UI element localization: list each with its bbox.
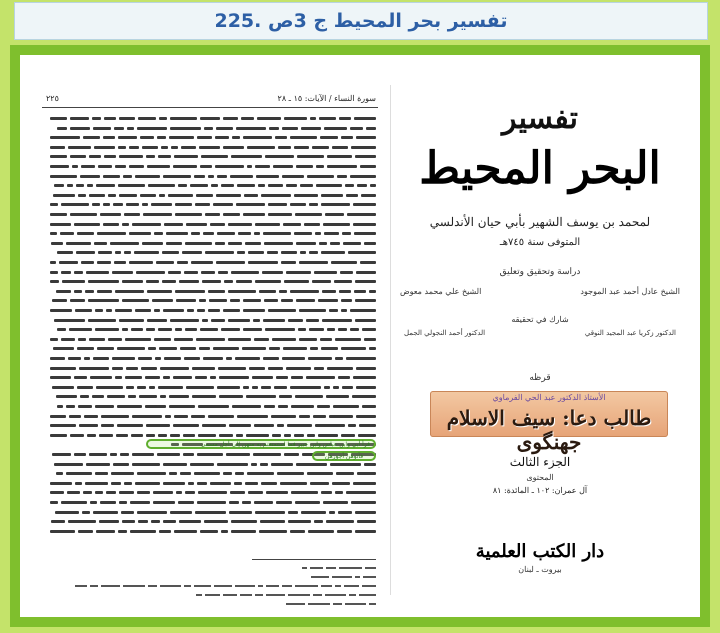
text-line	[50, 480, 376, 487]
highlight-verse-text: قرأ أبي وابن عباس وابن جبير فما استمتعتم به منهن إلى أجل مسمى	[200, 440, 370, 448]
editor-a: الشيخ عادل أحمد عبد الموجود	[580, 287, 680, 296]
verse-range: آل عمران: ١٠٢ ـ المائدة: ٨١	[492, 486, 588, 495]
text-line	[50, 211, 376, 218]
author: لمحمد بن يوسف الشهير بأبي حيان الأندلسي	[429, 215, 651, 229]
footnote-line	[50, 574, 376, 581]
text-line	[50, 144, 376, 151]
text-line	[50, 278, 376, 285]
text-line	[50, 384, 376, 391]
text-line	[50, 374, 376, 381]
text-line	[50, 345, 376, 352]
title-calligraphy: البحر المحيط	[419, 143, 661, 194]
stamp-subtitle: الأستاذ الدكتور عبد الحي الفرماوي	[492, 393, 606, 402]
text-line	[50, 470, 376, 477]
text-line	[50, 355, 376, 362]
text-line	[50, 393, 376, 400]
editor-c: الدكتور زكريا عبد المجيد النوقي	[584, 329, 676, 337]
text-line	[50, 249, 376, 256]
book-spread	[20, 55, 700, 617]
footnote-line	[50, 592, 376, 599]
text-line	[50, 528, 376, 535]
shared-line: شارك في تحقيقه	[511, 315, 569, 324]
footnote-rule	[252, 559, 376, 560]
footnote-line	[50, 601, 376, 608]
running-head: سورة النساء / الآيات: ١٥ ـ ٢٨	[277, 94, 376, 103]
footnote-line	[50, 565, 376, 572]
text-line	[50, 413, 376, 420]
text-line	[50, 125, 376, 132]
text-line	[50, 269, 376, 276]
text-line	[50, 489, 376, 496]
text-line	[50, 134, 376, 141]
co-editors-row	[404, 329, 676, 337]
text-line	[50, 230, 376, 237]
page-number: ٢٢٥	[46, 94, 59, 103]
text-line	[50, 240, 376, 247]
highlight-phrase	[312, 451, 376, 461]
highlight-phrase-text: فآتوهن أجورهن	[324, 452, 364, 460]
text-line	[50, 153, 376, 160]
text-line	[50, 499, 376, 506]
stamp-name: طالب دعا: سيف الاسلام جهنگوی	[446, 406, 652, 454]
caption-bar	[14, 2, 708, 40]
name-stamp	[430, 391, 668, 454]
page-header	[42, 93, 378, 108]
text-line	[50, 163, 376, 170]
publisher-city: بيروت ـ لبنان	[518, 565, 562, 574]
text-line	[50, 518, 376, 525]
text-line	[50, 173, 376, 180]
text-line	[50, 297, 376, 304]
text-line	[50, 461, 376, 468]
text-line	[50, 365, 376, 372]
intro-line: قرظه	[529, 373, 551, 383]
text-line	[50, 192, 376, 199]
text-line	[50, 201, 376, 208]
text-line	[50, 422, 376, 429]
text-line	[50, 221, 376, 228]
caption-text: تفسير بحر المحيط ج 3ص .225	[214, 10, 508, 32]
editor-d: الدكتور أحمد النجولي الجمل	[404, 329, 486, 337]
title-calligraphy-small: تفسير	[502, 101, 578, 136]
image-frame	[10, 45, 710, 627]
text-line	[50, 403, 376, 410]
editors-row	[400, 287, 680, 296]
text-line	[50, 288, 376, 295]
text-line	[50, 317, 376, 324]
text-page	[42, 93, 378, 613]
text-line	[50, 326, 376, 333]
publisher-logo: دار الكتب العلمية	[475, 541, 605, 562]
study-line: دراسة وتحقيق وتعليق	[499, 267, 581, 277]
text-line	[50, 509, 376, 516]
text-line	[50, 259, 376, 266]
text-line	[50, 432, 376, 439]
title-page	[390, 55, 700, 617]
footnote-line	[50, 583, 376, 590]
text-line	[50, 336, 376, 343]
text-line	[50, 115, 376, 122]
contents-label: المحتوى	[526, 473, 554, 482]
editor-b: الشيخ علي محمد معوض	[400, 287, 482, 296]
highlight-verse	[146, 439, 376, 449]
volume-part: الجزء الثالث	[509, 455, 571, 469]
death-date: المتوفى سنة ٧٤٥هـ	[499, 237, 581, 248]
text-line	[50, 307, 376, 314]
text-line	[50, 182, 376, 189]
